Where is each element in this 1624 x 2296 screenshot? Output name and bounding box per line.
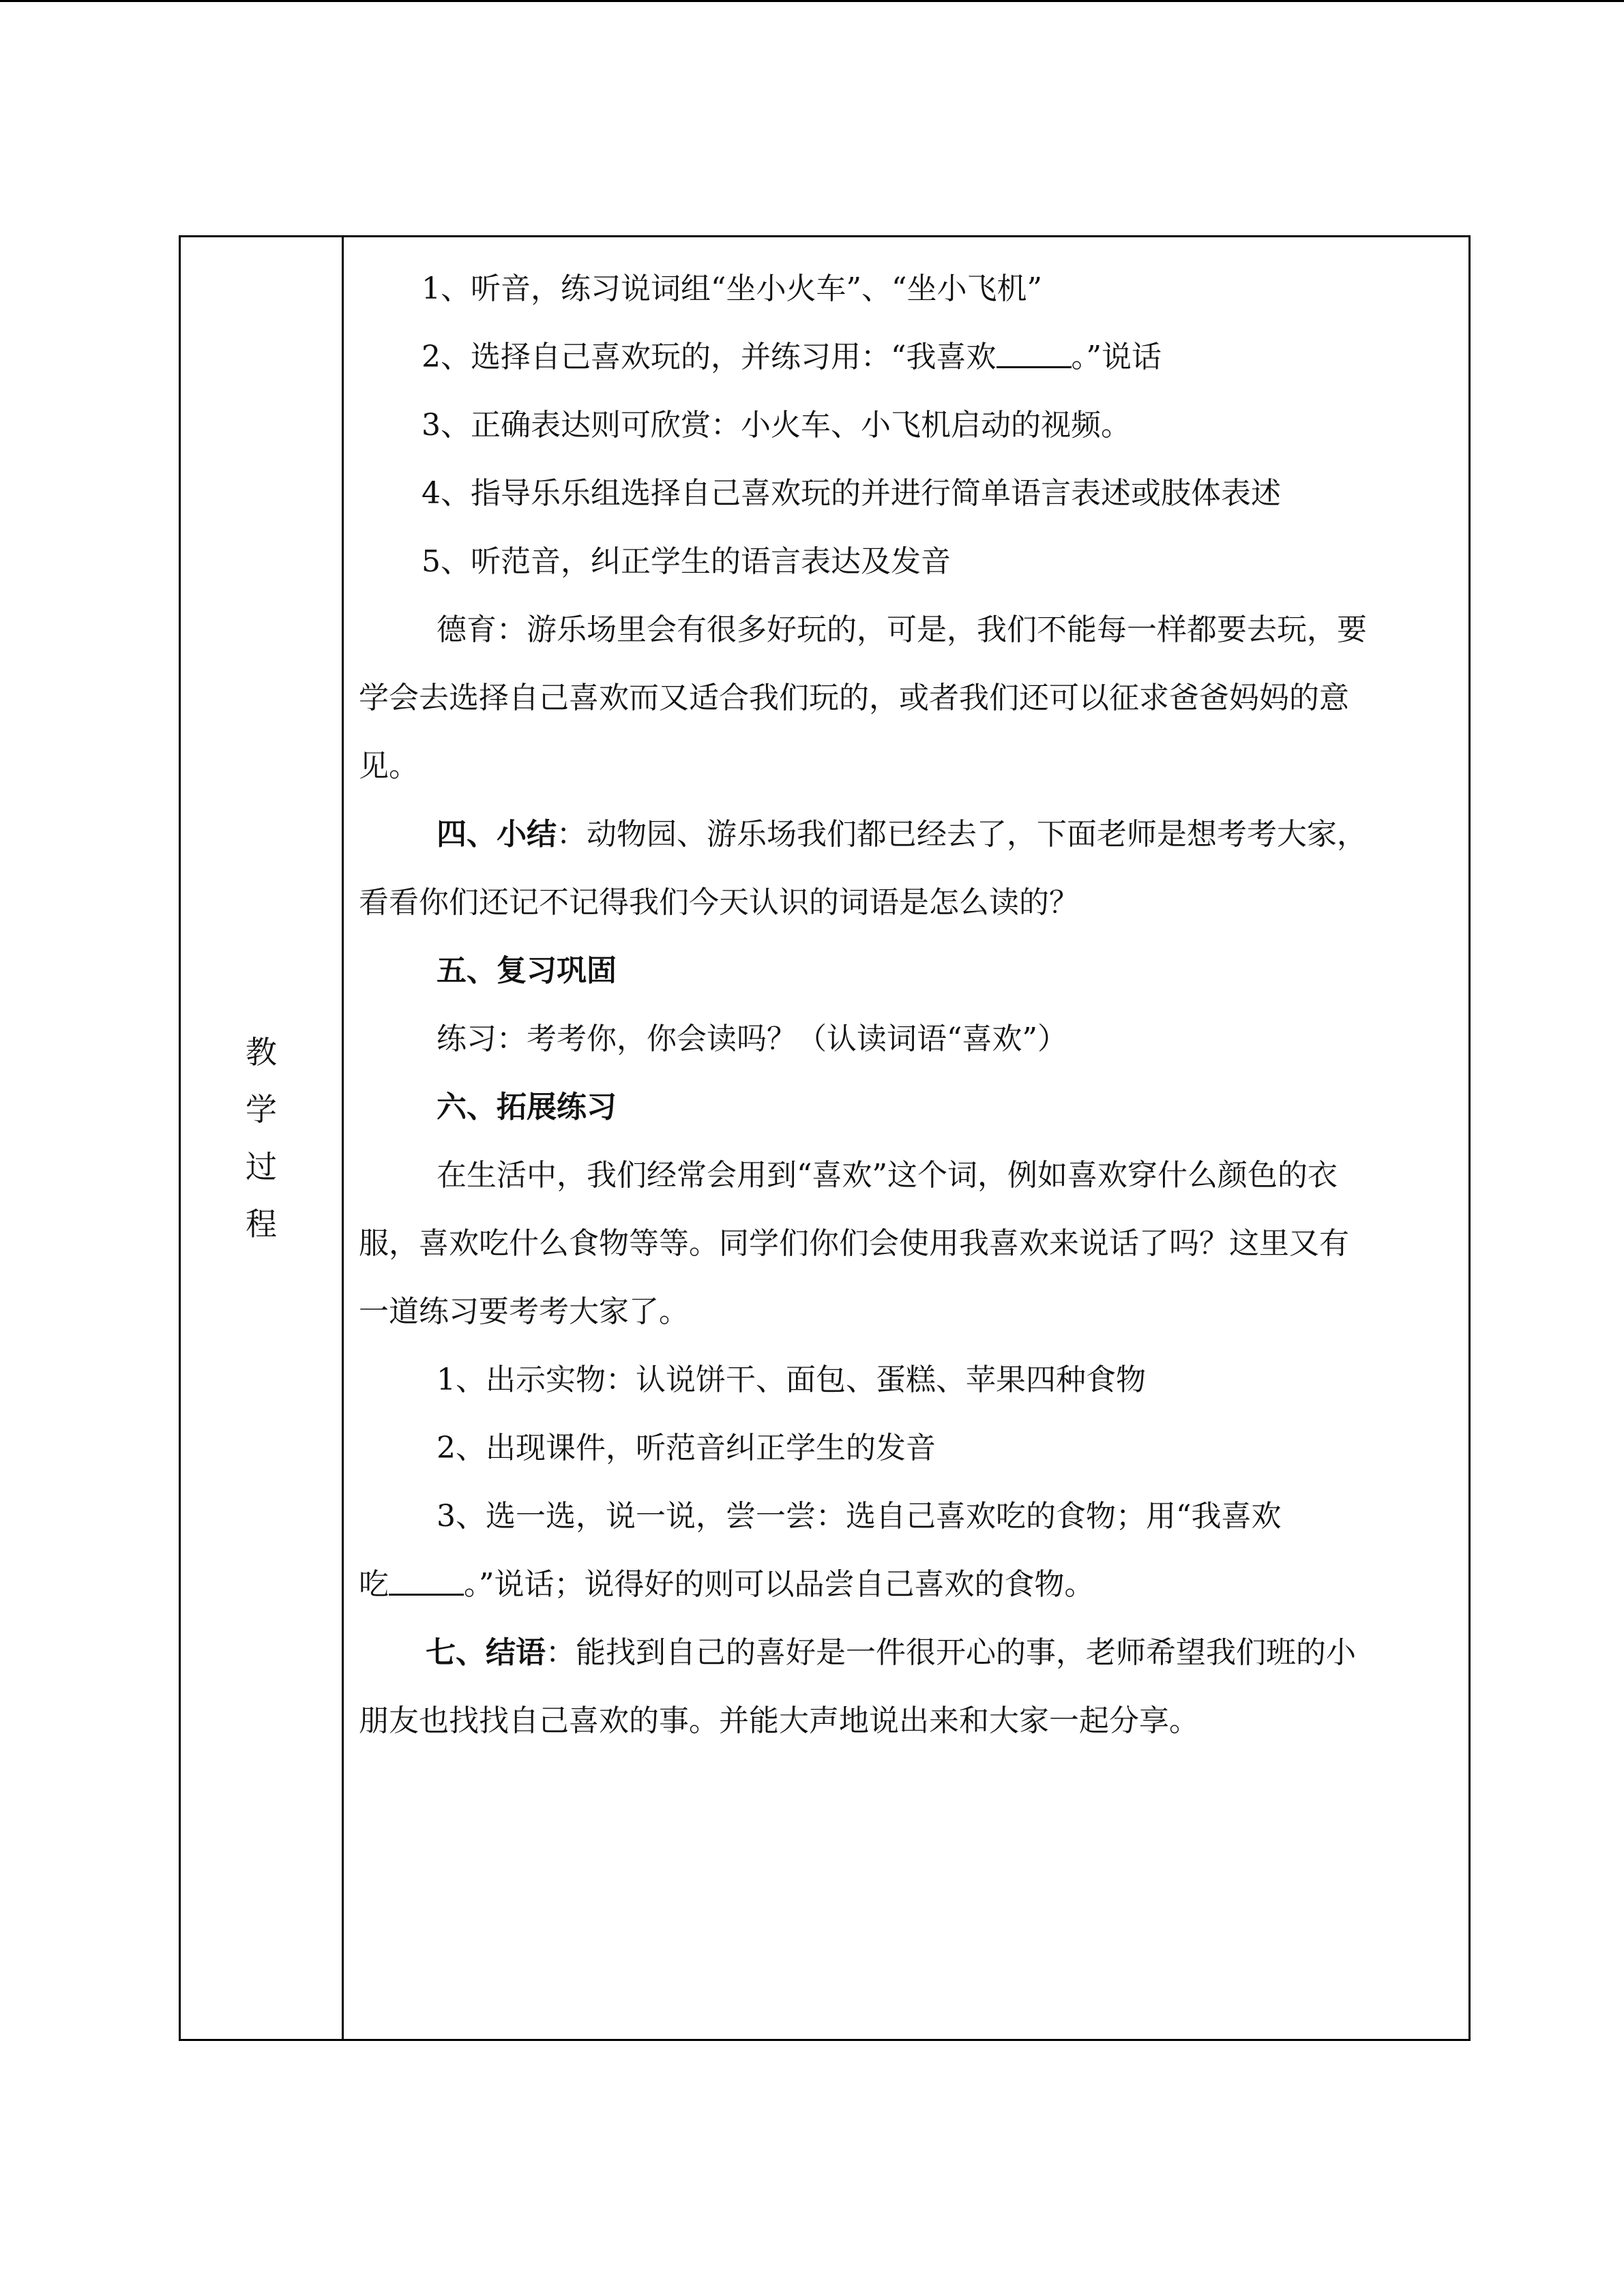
paragraph-line: 一道练习要考考大家了。 — [359, 1294, 689, 1329]
paragraph-line: 见。 — [359, 749, 419, 784]
step-line: 3、选一选，说一说，尝一尝：选自己喜欢吃的食物；用“我喜欢 — [437, 1499, 1282, 1534]
step-line: 4、指导乐乐组选择自己喜欢玩的并进行简单语言表述或肢体表述 — [422, 476, 1281, 511]
paragraph-line: 练习：考考你，你会读吗？（认读词语“喜欢”） — [437, 1022, 1067, 1056]
paragraph-line: 学会去选择自己喜欢而又适合我们玩的，或者我们还可以征求爸爸妈妈的意 — [359, 681, 1349, 715]
step-text: 2、选择自己喜欢玩的，并练习用：“我喜欢 — [422, 340, 996, 374]
step-text: 。”说话 — [1071, 340, 1162, 374]
step-text: 吃 — [359, 1567, 389, 1602]
paragraph-line — [359, 1551, 1449, 1619]
paragraph-line: 朋友也找找自己喜欢的事。并能大声地说出来和大家一起分享。 — [359, 1703, 1199, 1738]
paragraph-line: 德育：游乐场里会有很多好玩的，可是，我们不能每一样都要去玩，要 — [437, 612, 1367, 647]
summary-line — [359, 801, 1449, 869]
lesson-table — [179, 235, 1471, 2041]
section-label — [246, 1024, 277, 1253]
label-char: 学 — [246, 1091, 277, 1128]
paragraph-line: 看看你们还记不记得我们今天认识的词语是怎么读的？ — [359, 885, 1079, 920]
section-heading: 四、小结 — [437, 817, 557, 852]
label-char: 程 — [246, 1206, 277, 1242]
label-char: 过 — [246, 1148, 277, 1185]
paragraph-line: 在生活中，我们经常会用到“喜欢”这个词，例如喜欢穿什么颜色的衣 — [437, 1158, 1338, 1193]
step-text: 。”说话；说得好的则可以品尝自己喜欢的食物。 — [464, 1567, 1095, 1602]
step-line: 1、听音，练习说词组“坐小火车”、“坐小飞机” — [422, 271, 1042, 306]
top-border-line — [0, 0, 1624, 2]
fill-blank — [389, 1564, 464, 1596]
section-heading: 六、拓展练习 — [437, 1090, 617, 1124]
fill-blank — [996, 336, 1072, 368]
section-text: ：动物园、游乐场我们都已经去了，下面老师是想考考大家， — [557, 817, 1367, 852]
lesson-content — [344, 237, 1468, 2039]
conclusion-line — [359, 1619, 1449, 1687]
paragraph-line: 服，喜欢吃什么食物等等。同学们你们会使用我喜欢来说话了吗？这里又有 — [359, 1226, 1349, 1261]
section-heading: 七、结语 — [426, 1635, 546, 1670]
section-label-cell — [181, 237, 342, 2039]
step-line — [359, 323, 1449, 391]
step-line: 2、出现课件，听范音纠正学生的发音 — [437, 1431, 936, 1465]
step-line: 1、出示实物：认说饼干、面包、蛋糕、苹果四种食物 — [437, 1362, 1146, 1397]
section-heading: 五、复习巩固 — [437, 953, 617, 988]
step-line: 3、正确表达则可欣赏：小火车、小飞机启动的视频。 — [422, 408, 1131, 443]
label-char: 教 — [246, 1034, 277, 1071]
section-text: ：能找到自己的喜好是一件很开心的事，老师希望我们班的小 — [546, 1635, 1356, 1670]
step-line: 5、听范音，纠正学生的语言表达及发音 — [422, 544, 951, 579]
